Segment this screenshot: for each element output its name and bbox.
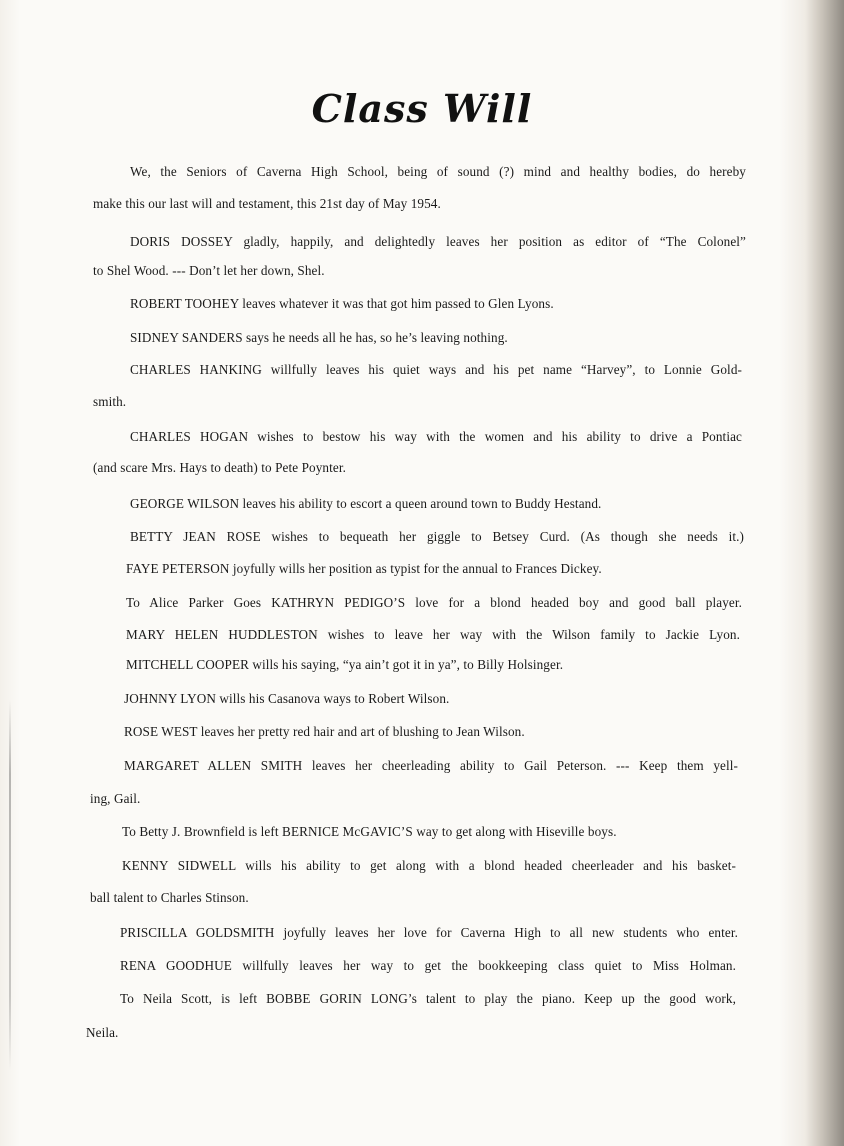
- paragraph-line: (and scare Mrs. Hays to death) to Pete Poynter.: [93, 460, 347, 475]
- paragraph-line: DORIS DOSSEY gladly, happily, and delightedly leaves her position as editor of “The Colonel”: [130, 234, 746, 249]
- paragraph-line: smith.: [93, 394, 127, 409]
- paragraph-line: to Shel Wood. --- Don’t let her down, Shel.: [93, 263, 325, 278]
- paragraph-line: ball talent to Charles Stinson.: [90, 890, 249, 905]
- paragraph-line: ROSE WEST leaves her pretty red hair and art of blushing to Jean Wilson.: [124, 724, 525, 739]
- paragraph-line: To Alice Parker Goes KATHRYN PEDIGO’S love for a blond headed boy and good ball player.: [126, 595, 742, 610]
- paragraph-line: We, the Seniors of Caverna High School, being of sound (?) mind and healthy bodies, do hereby: [130, 164, 746, 179]
- page-edge-mark: [9, 700, 11, 1070]
- paragraph-line: PRISCILLA GOLDSMITH joyfully leaves her love for Caverna High to all new students who enter.: [120, 925, 738, 940]
- paragraph-line: To Betty J. Brownfield is left BERNICE McGAVIC’S way to get along with Hiseville boys.: [122, 824, 617, 839]
- paragraph-line: BETTY JEAN ROSE wishes to bequeath her giggle to Betsey Curd. (As though she needs it.): [130, 529, 744, 544]
- paragraph-line: MARY HELEN HUDDLESTON wishes to leave her way with the Wilson family to Jackie Lyon.: [126, 627, 740, 642]
- paragraph-line: Neila.: [86, 1025, 119, 1040]
- paragraph-line: MARGARET ALLEN SMITH leaves her cheerleading ability to Gail Peterson. --- Keep them yell-: [124, 758, 738, 773]
- paragraph-line: MITCHELL COOPER wills his saying, “ya ain’t got it in ya”, to Billy Holsinger.: [126, 657, 564, 672]
- paragraph-line: make this our last will and testament, this 21st day of May 1954.: [93, 196, 441, 211]
- paragraph-line: ROBERT TOOHEY leaves whatever it was that got him passed to Glen Lyons.: [130, 296, 554, 311]
- paragraph-line: GEORGE WILSON leaves his ability to escort a queen around town to Buddy Hestand.: [130, 496, 602, 511]
- paragraph-line: CHARLES HOGAN wishes to bestow his way with the women and his ability to drive a Pontiac: [130, 429, 742, 444]
- paragraph-line: JOHNNY LYON wills his Casanova ways to Robert Wilson.: [124, 691, 450, 706]
- paragraph-line: RENA GOODHUE willfully leaves her way to get the bookkeeping class quiet to Miss Holman.: [120, 958, 736, 973]
- paragraph-line: ing, Gail.: [90, 791, 141, 806]
- paragraph-line: KENNY SIDWELL wills his ability to get along with a blond headed cheerleader and his basket-: [122, 858, 736, 873]
- paragraph-line: FAYE PETERSON joyfully wills her position as typist for the annual to Frances Dickey.: [126, 561, 602, 576]
- paragraph-line: To Neila Scott, is left BOBBE GORIN LONG’s talent to play the piano. Keep up the good work,: [120, 991, 736, 1006]
- paragraph-line: SIDNEY SANDERS says he needs all he has, so he’s leaving nothing.: [130, 330, 508, 345]
- paragraph-line: CHARLES HANKING willfully leaves his quiet ways and his pet name “Harvey”, to Lonnie Gold-: [130, 362, 742, 377]
- page-title: Class Will: [311, 86, 533, 131]
